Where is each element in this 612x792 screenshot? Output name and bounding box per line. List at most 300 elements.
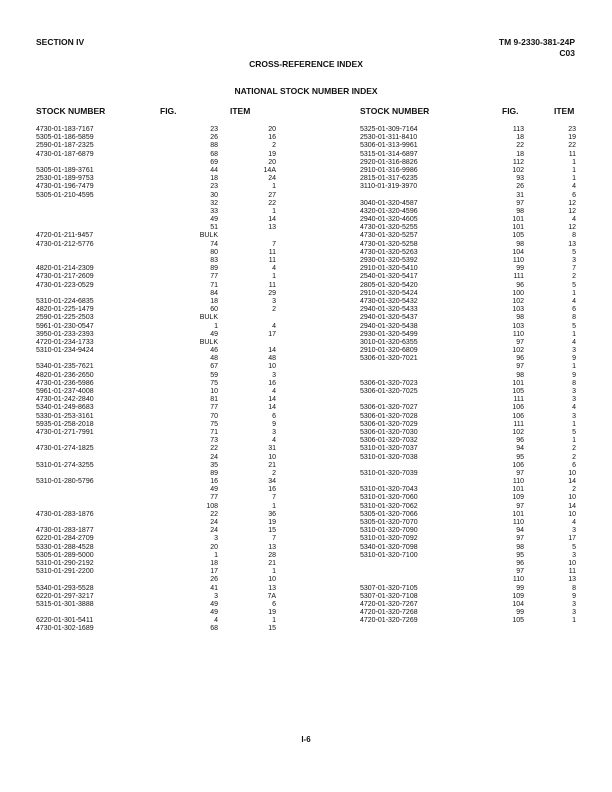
figure-number: 4: [214, 617, 218, 625]
figure-number: 96: [516, 559, 524, 567]
index-row: [36, 560, 276, 568]
item-number: 11: [568, 150, 576, 158]
figure-number: 68: [210, 625, 218, 633]
stock-number: 2815-01-317-6235: [360, 175, 418, 183]
figure-number: 89: [210, 265, 218, 273]
figure-number: 97: [516, 568, 524, 576]
figure-number: 22: [516, 142, 524, 150]
index-row: [36, 454, 276, 462]
stock-number: 2910-01-320-6809: [360, 347, 418, 355]
item-number: 6: [572, 461, 576, 469]
item-number: 1: [572, 420, 576, 428]
figure-number: 106: [512, 461, 524, 469]
stock-number: 2920-01-316-8826: [360, 158, 418, 166]
stock-number: 4730-01-320-5257: [360, 232, 418, 240]
item-number: 3: [572, 412, 576, 420]
index-row: [36, 478, 276, 486]
stock-number: 5310-01-320-7038: [360, 453, 418, 461]
figure-number: 94: [516, 527, 524, 535]
item-number: 13: [568, 576, 576, 584]
stock-number: 4730-01-236-5986: [36, 379, 94, 387]
item-number: 1: [572, 166, 576, 174]
item-number: 21: [268, 559, 276, 567]
stock-number: 5340-01-293-5528: [36, 584, 94, 592]
item-number: 5: [572, 428, 576, 436]
index-row: [360, 249, 576, 257]
figure-number: 49: [210, 609, 218, 617]
figure-number: 95: [516, 453, 524, 461]
stock-number: 2940-01-320-5437: [360, 314, 418, 322]
index-row: [360, 380, 576, 388]
index-row: [360, 413, 576, 421]
stock-number: 5310-01-320-7092: [360, 535, 418, 543]
index-row: [36, 494, 276, 502]
left-index-column: [36, 126, 276, 634]
item-number: 3: [572, 600, 576, 608]
item-number: 12: [568, 199, 576, 207]
index-row: [360, 535, 576, 543]
stock-number: 2590-01-225-2503: [36, 314, 94, 322]
index-row: [36, 396, 276, 404]
item-number: 3: [572, 527, 576, 535]
figure-number: 101: [512, 216, 524, 224]
index-row: [360, 314, 576, 322]
stock-number: 2530-01-189-9753: [36, 175, 94, 183]
figure-number: 102: [512, 297, 524, 305]
index-row: [36, 134, 276, 142]
item-number: 11: [268, 248, 276, 256]
stock-number: 2590-01-187-2325: [36, 142, 94, 150]
figure-number: 89: [210, 469, 218, 477]
stock-number: 4820-01-236-2650: [36, 371, 94, 379]
stock-number: 5305-01-210-4595: [36, 191, 94, 199]
figure-number: 110: [512, 478, 524, 486]
index-row: [36, 347, 276, 355]
figure-number: 18: [516, 134, 524, 142]
index-row: [36, 167, 276, 175]
stock-number: 5310-01-320-7090: [360, 527, 418, 535]
stock-number: 5306-01-320-7032: [360, 437, 418, 445]
index-row: [360, 552, 576, 560]
index-row: [36, 625, 276, 633]
figure-number: 3: [214, 592, 218, 600]
index-row: [36, 601, 276, 609]
item-number: 6: [272, 412, 276, 420]
stock-number: 5310-01-224-6835: [36, 297, 94, 305]
figure-number: 1: [214, 322, 218, 330]
figure-number: 69: [210, 158, 218, 166]
item-number: 2: [572, 273, 576, 281]
item-number: 8: [572, 232, 576, 240]
item-number: 1: [272, 568, 276, 576]
tm-number: TM 9-2330-381-24P: [498, 37, 575, 47]
stock-number: 4730-01-212-5776: [36, 240, 94, 248]
stock-number: 5305-01-186-5859: [36, 134, 94, 142]
section-label: SECTION IV: [36, 37, 85, 47]
figure-number: 110: [512, 330, 524, 338]
figure-number: 20: [210, 543, 218, 551]
item-number: 1: [572, 437, 576, 445]
figure-number: 18: [210, 297, 218, 305]
index-row: [360, 175, 576, 183]
index-row: [360, 339, 576, 347]
index-row: [36, 535, 276, 543]
index-row: [360, 241, 576, 249]
item-number: 27: [268, 191, 276, 199]
index-row: [36, 126, 276, 134]
item-number: 6: [572, 306, 576, 314]
figure-number: 105: [512, 388, 524, 395]
index-row: [36, 576, 276, 584]
figure-number: 30: [210, 191, 218, 199]
stock-number: 4730-01-283-1876: [36, 510, 94, 518]
figure-number: 103: [512, 322, 524, 330]
figure-number: BULK: [199, 338, 218, 346]
index-row: [36, 232, 276, 240]
index-row: [360, 257, 576, 265]
figure-number: 99: [516, 609, 524, 617]
index-row: [36, 355, 276, 363]
index-row: [36, 585, 276, 593]
stock-number: 3110-01-319-3970: [360, 183, 418, 191]
item-number: 8: [572, 379, 576, 387]
item-number: 12: [568, 207, 576, 215]
figure-number: 109: [512, 494, 524, 502]
stock-number: 4730-01-320-5263: [360, 248, 418, 256]
figure-number: 98: [516, 314, 524, 322]
item-number: 36: [268, 510, 276, 518]
item-number: 22: [268, 199, 276, 207]
index-row: [360, 372, 576, 380]
stock-number: 5340-01-249-8683: [36, 404, 94, 412]
item-number: 14: [268, 404, 276, 412]
item-number: 14: [268, 347, 276, 355]
item-number: 7A: [267, 592, 276, 600]
index-row: [360, 208, 576, 216]
stock-number: 4730-01-320-5255: [360, 224, 418, 232]
index-row: [36, 445, 276, 453]
figure-number: 71: [210, 281, 218, 289]
item-number: 1: [572, 617, 576, 625]
stock-number: 5310-01-320-7062: [360, 502, 418, 510]
figure-number: 71: [210, 428, 218, 436]
figure-number: 60: [210, 306, 218, 314]
index-row: [36, 159, 276, 167]
item-number: 14: [568, 502, 576, 510]
stock-number: 5307-01-320-7105: [360, 584, 418, 592]
item-number: 10: [568, 469, 576, 477]
index-row: [360, 486, 576, 494]
stock-number: 5306-01-320-7021: [360, 355, 418, 363]
index-row: [36, 192, 276, 200]
index-row: [360, 585, 576, 593]
figure-number: 23: [210, 126, 218, 133]
figure-number: 111: [513, 273, 524, 281]
index-row: [36, 290, 276, 298]
item-number: 11: [268, 281, 276, 289]
figure-number: 18: [516, 150, 524, 158]
item-number: 14: [568, 478, 576, 486]
item-number: 34: [268, 478, 276, 486]
index-row: [360, 159, 576, 167]
figure-number: 106: [512, 404, 524, 412]
index-row: [360, 503, 576, 511]
stock-number: 5306-01-320-7029: [360, 420, 418, 428]
figure-number: 41: [210, 584, 218, 592]
index-row: [360, 224, 576, 232]
index-row: [36, 208, 276, 216]
figure-number: 111: [513, 396, 524, 404]
index-row: [36, 175, 276, 183]
figure-number: 101: [512, 510, 524, 518]
index-row: [360, 478, 576, 486]
item-number: 1: [572, 363, 576, 371]
figure-number: 73: [210, 437, 218, 445]
stock-number: 5306-01-313-9961: [360, 142, 418, 150]
item-number: 23: [568, 126, 576, 133]
figure-number: 24: [210, 527, 218, 535]
item-number: 12: [568, 224, 576, 232]
page-title: CROSS-REFERENCE INDEX: [249, 59, 363, 69]
index-row: [36, 568, 276, 576]
index-row: [360, 142, 576, 150]
figure-number: 105: [512, 617, 524, 625]
stock-number: 5306-01-320-7023: [360, 379, 418, 387]
item-number: 22: [568, 142, 576, 150]
stock-number: 5310-01-234-9424: [36, 347, 94, 355]
right-index-column: [360, 126, 576, 625]
figure-number: 102: [512, 166, 524, 174]
index-row: [36, 609, 276, 617]
figure-number: 77: [210, 273, 218, 281]
index-row: [36, 437, 276, 445]
stock-number: 4730-01-320-5432: [360, 297, 418, 305]
item-number: 7: [272, 535, 276, 543]
item-number: 7: [272, 240, 276, 248]
index-row: [36, 183, 276, 191]
index-row: [36, 142, 276, 150]
stock-number: 3040-01-320-4587: [360, 199, 418, 207]
item-number: 3: [272, 297, 276, 305]
stock-number: 5315-01-314-6897: [360, 150, 418, 158]
index-row: [360, 298, 576, 306]
stock-number: 4730-01-283-1877: [36, 527, 94, 535]
item-number: 7: [272, 494, 276, 502]
item-number: 4: [572, 183, 576, 191]
index-row: [36, 331, 276, 339]
figure-number: 110: [512, 519, 524, 526]
figure-number: 24: [210, 453, 218, 461]
stock-number: 2910-01-320-5410: [360, 265, 418, 273]
figure-number: BULK: [199, 232, 218, 240]
index-row: [36, 404, 276, 412]
figure-number: 31: [516, 191, 524, 199]
item-number: 10: [568, 494, 576, 502]
item-number: 14: [268, 396, 276, 404]
item-number: 4: [272, 322, 276, 330]
figure-number: 99: [516, 584, 524, 592]
figure-number: 102: [512, 347, 524, 355]
item-number: 1: [272, 617, 276, 625]
stock-number: 5306-01-320-7028: [360, 412, 418, 420]
figure-number: 98: [516, 240, 524, 248]
item-number: 15: [268, 625, 276, 633]
stock-number: 4720-01-211-9457: [36, 232, 94, 240]
stock-number: 5330-01-288-4528: [36, 543, 94, 551]
item-number: 4: [572, 404, 576, 412]
index-row: [360, 470, 576, 478]
index-row: [36, 552, 276, 560]
item-number: 1: [272, 273, 276, 281]
left-item-header: ITEM: [230, 106, 251, 116]
index-row: [36, 306, 276, 314]
figure-number: 98: [516, 207, 524, 215]
figure-number: 22: [210, 510, 218, 518]
figure-number: 49: [210, 486, 218, 494]
index-row: [36, 323, 276, 331]
index-row: [360, 167, 576, 175]
right-item-header: ITEM: [554, 106, 575, 116]
index-row: [36, 224, 276, 232]
item-number: 3: [572, 257, 576, 264]
figure-number: 49: [210, 600, 218, 608]
figure-number: 108: [206, 502, 218, 510]
figure-number: 75: [210, 379, 218, 387]
stock-number: 5310-01-320-7060: [360, 494, 418, 502]
figure-number: 83: [210, 257, 218, 264]
item-number: 8: [572, 314, 576, 322]
figure-number: 97: [516, 535, 524, 543]
index-row: [360, 331, 576, 339]
index-row: [36, 273, 276, 281]
figure-number: 22: [210, 445, 218, 453]
index-row: [36, 314, 276, 322]
item-number: 10: [268, 453, 276, 461]
figure-number: 98: [516, 543, 524, 551]
item-number: 9: [572, 371, 576, 379]
index-row: [36, 372, 276, 380]
stock-number: 5310-01-320-7037: [360, 445, 418, 453]
figure-number: 59: [210, 371, 218, 379]
index-row: [360, 323, 576, 331]
item-number: 13: [268, 224, 276, 232]
item-number: 48: [268, 355, 276, 363]
page-number: I-6: [301, 735, 311, 744]
figure-number: 95: [516, 551, 524, 559]
figure-number: 102: [512, 428, 524, 436]
item-number: 29: [268, 289, 276, 297]
index-row: [360, 306, 576, 314]
stock-number: 2940-01-320-5433: [360, 306, 418, 314]
figure-number: 17: [210, 568, 218, 576]
figure-number: 77: [210, 494, 218, 502]
figure-number: 75: [210, 420, 218, 428]
item-number: 5: [572, 281, 576, 289]
item-number: 2: [272, 142, 276, 150]
stock-number: 5961-01-230-0547: [36, 322, 94, 330]
figure-number: 111: [513, 420, 524, 428]
index-row: [36, 429, 276, 437]
figure-number: 113: [512, 126, 524, 133]
stock-number: 4720-01-234-1733: [36, 338, 94, 346]
index-row: [360, 396, 576, 404]
figure-number: 26: [210, 134, 218, 142]
stock-number: 4820-01-214-2309: [36, 265, 94, 273]
index-row: [360, 216, 576, 224]
right-fig-header: FIG.: [502, 106, 519, 116]
index-row: [36, 470, 276, 478]
figure-number: 74: [210, 240, 218, 248]
figure-number: 16: [210, 478, 218, 486]
stock-number: 5325-01-309-7164: [360, 126, 418, 133]
item-number: 8: [572, 584, 576, 592]
item-number: 3: [272, 428, 276, 436]
index-row: [360, 429, 576, 437]
stock-number: 5307-01-320-7108: [360, 592, 418, 600]
index-row: [36, 282, 276, 290]
index-row: [360, 454, 576, 462]
item-number: 4: [572, 338, 576, 346]
stock-number: 5340-01-235-7621: [36, 363, 94, 371]
item-number: 5: [572, 543, 576, 551]
figure-number: 101: [512, 224, 524, 232]
figure-number: 103: [512, 306, 524, 314]
stock-number: 5310-01-290-2192: [36, 559, 94, 567]
item-number: 13: [568, 240, 576, 248]
item-number: 1: [272, 183, 276, 191]
figure-number: 44: [210, 166, 218, 174]
stock-number: 6220-01-297-3217: [36, 592, 94, 600]
index-row: [36, 544, 276, 552]
stock-number: 6220-01-284-2709: [36, 535, 94, 543]
index-row: [36, 527, 276, 535]
figure-number: 97: [516, 338, 524, 346]
stock-number: 3010-01-320-6355: [360, 338, 418, 346]
item-number: 6: [572, 191, 576, 199]
item-number: 19: [568, 134, 576, 142]
item-number: 1: [572, 175, 576, 183]
index-row: [360, 511, 576, 519]
figure-number: 110: [512, 257, 524, 264]
index-row: [360, 355, 576, 363]
item-number: 17: [568, 535, 576, 543]
index-row: [360, 232, 576, 240]
item-number: 4: [572, 216, 576, 224]
figure-number: 24: [210, 519, 218, 526]
figure-number: 81: [210, 396, 218, 404]
index-row: [360, 282, 576, 290]
figure-number: 106: [512, 412, 524, 420]
index-row: [36, 151, 276, 159]
index-row: [360, 183, 576, 191]
figure-number: 99: [516, 265, 524, 273]
figure-number: 80: [210, 248, 218, 256]
figure-number: 49: [210, 330, 218, 338]
item-number: 31: [268, 445, 276, 453]
item-number: 4: [272, 437, 276, 445]
item-number: 13: [268, 584, 276, 592]
item-number: 1: [272, 502, 276, 510]
item-number: 2: [572, 486, 576, 494]
index-row: [360, 560, 576, 568]
figure-number: 94: [516, 445, 524, 453]
index-row: [36, 503, 276, 511]
index-row: [360, 544, 576, 552]
index-row: [360, 601, 576, 609]
stock-number: 4730-01-196-7479: [36, 183, 94, 191]
figure-number: 93: [516, 175, 524, 183]
item-number: 17: [268, 330, 276, 338]
